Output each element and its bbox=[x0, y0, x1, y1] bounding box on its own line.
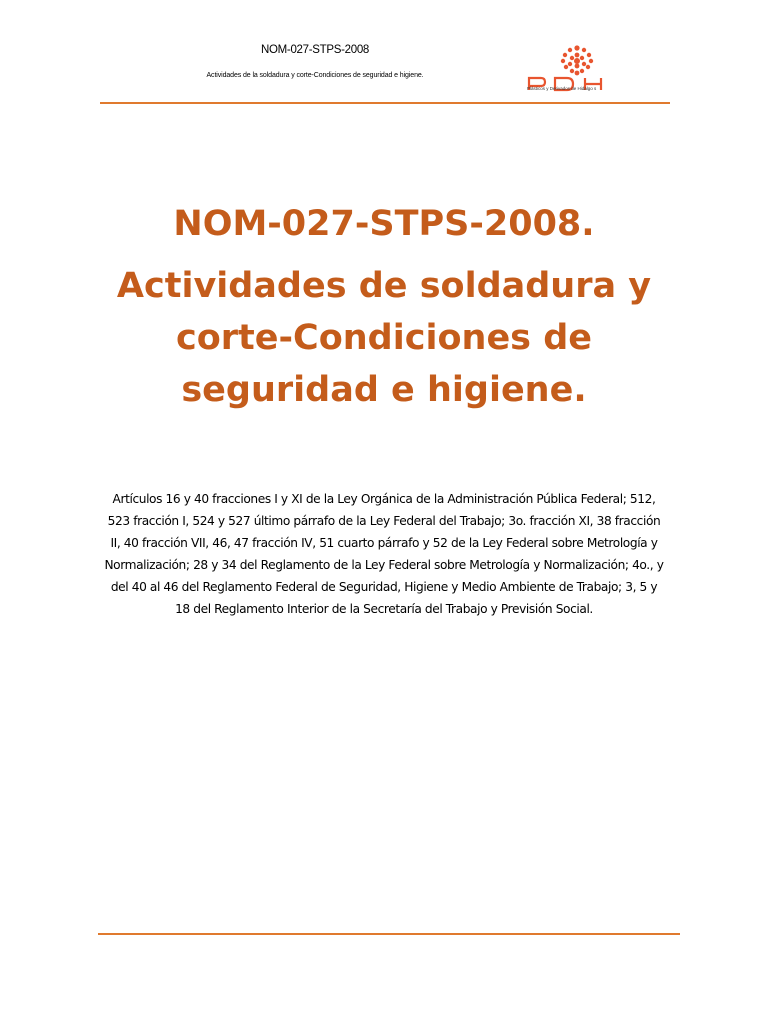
page-header bbox=[100, 36, 670, 102]
header-divider bbox=[100, 102, 670, 104]
legal-basis-paragraph: Artículos 16 y 40 fracciones I y XI de la Ley Orgánica de la Administración Pública Federal; 512, 523 fracción I, 524 y 527 último párrafo de la Ley Federal del Trabajo; 3o. fracción XI, 38 fracción II, 40 fracción VII, 46, 47 fracción IV, 51 cuarto párrafo y 52 de la Ley Federal sobre Metrología y Normalización; 28 y 34 del Reglamento de la Ley Federal sobre Metrología y Normalización; 4o., y del 40 al 46 del Reglamento Federal de Seguridad, Higiene y Medio Ambiente de Trabajo; 3, 5 y 18 del Reglamento Interior de la Secretaría del Trabajo y Previsión Social. bbox=[104, 492, 664, 617]
footer-divider bbox=[98, 933, 680, 935]
document-title-code: NOM-027-STPS-2008. bbox=[173, 204, 595, 244]
header-subtitle: Actividades de la soldadura y corte-Condiciones de seguridad e higiene. bbox=[206, 72, 424, 79]
document-title bbox=[90, 198, 678, 416]
logo-caption: Plásticos y Derivados de Hidalgo s bbox=[527, 86, 597, 91]
logo-dots-icon bbox=[561, 45, 593, 75]
document-title-text: Actividades de soldadura y corte-Condiciones de seguridad e higiene. bbox=[116, 266, 652, 410]
header-title: NOM-027-STPS-2008 bbox=[260, 44, 370, 56]
